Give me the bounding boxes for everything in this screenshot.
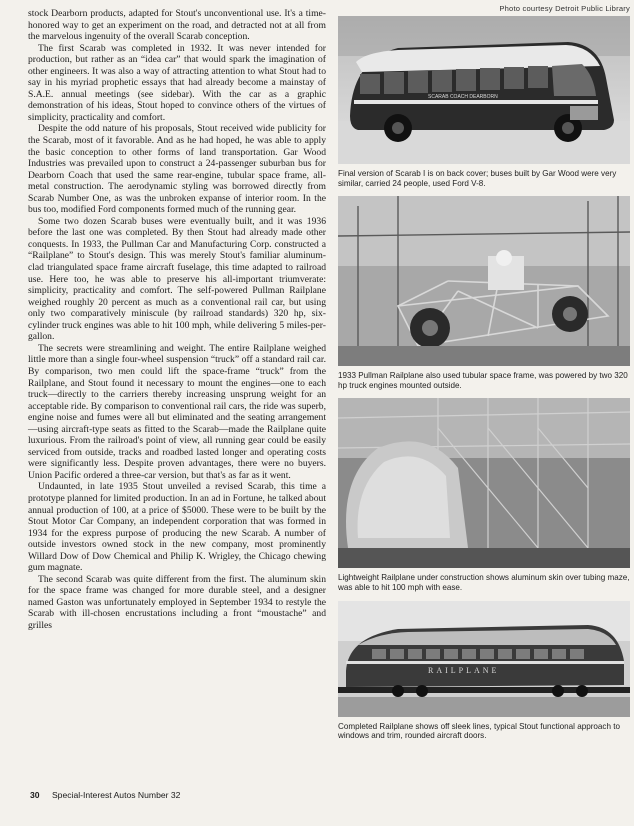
paragraph: The secrets were streamlining and weight. The entire Railplane weighed little more than a single four-wheel suspension “truck” off a standard rail car. By comparison, two men could lift the space-frame “truck” from the Railplane, and Stout found it necessary to mount the engines—one to each truck—directly to the carriers thereby increasing unsprung weight for an acceptable ride. By comparison to conventional rail cars, the ride was superb, engine noise and fumes were all but eliminated and the seating arrangement—using aircraft-type seats as fitted to the Scarab—made the Railplane quite luxurious. From the railroad's point of view, all running gear could be easily serviced from outside, tracks and roadbed lasted longer and operating costs were significantly less. Despite proven advantages, there were no buyers. Union Pacific ordered a three-car version, but that's as far as it went. <box>28 342 326 481</box>
bus-photo <box>338 16 630 164</box>
railcar-photo-icon <box>338 601 630 717</box>
paragraph: The first Scarab was completed in 1932. It was never intended for production, but rather as an “idea car” that would spark the imagination of other engineers. It was also a way of attracting attention to what Stout had to say in his myriad prophetic essays that had already become a mainstay of S.A.E. annual meetings (see sidebar). With the car as a graphic demonstration of his ideas, Stout hoped to convince others of the virtues of simplicity, practicality and comfort. <box>28 42 326 123</box>
bus-caption: Final version of Scarab I is on back cover; buses built by Gar Wood were very similar, carried 24 people, used Ford V-8. <box>338 169 617 188</box>
railcar-sign-text: RAILPLANE <box>428 665 500 675</box>
construction-photo-icon <box>338 398 630 568</box>
bus-sign-text: SCARAB COACH DEARBORN <box>428 94 498 100</box>
chassis-photo-icon <box>338 196 630 366</box>
construction-caption: Lightweight Railplane under construction shows aluminum skin over tubing maze, was able to hit 100 mph with ease. <box>338 573 630 592</box>
photo-column <box>338 0 630 741</box>
paragraph: Some two dozen Scarab buses were eventually built, and it was 1936 before the last one was completed. By then Stout had already made other conquests. In 1933, the Pullman Car and Manufacturing Corp. constructed a “Railplane” to Stout's design. This was merely Stout's familiar aluminum-clad triangulated space frame aircraft fuselage, this time adapted to railroad use. Here too, he was able to preserve his all-important triumverate: simplicity, practicality and comfort. The self-powered Pullman Railplane weighed roughly 20 percent as much as a conventional rail car, but using only two comparatively miniscule (by railroad standards) 320 hp, six-cylinder truck engines was able to hit 100 mph, while delivering 5 miles-per-gallon. <box>28 215 326 343</box>
railcar-caption: Completed Railplane shows off sleek lines, typical Stout functional approach to windows and trim, rounded aircraft doors. <box>338 721 620 741</box>
railcar-photo <box>338 601 630 717</box>
paragraph: The second Scarab was quite different from the first. The aluminum skin for the space frame was changed for more durable steel, and a designer named Gaston was unfortunately employed in September 1934 to restyle the Scarab with ill-chosen encrustations including a front “moustache” and grilles <box>28 573 326 631</box>
photo-credit: Photo courtesy Detroit Public Library <box>499 4 630 13</box>
bus-photo-icon <box>338 16 630 164</box>
publication-name: Special-Interest Autos Number 32 <box>51 790 181 800</box>
page-footer <box>30 790 180 800</box>
chassis-photo <box>338 196 630 366</box>
construction-photo <box>338 398 630 568</box>
chassis-caption: 1933 Pullman Railplane also used tubular space frame, was powered by two 320 hp truck engines mounted outside. <box>338 371 628 390</box>
paragraph: Despite the odd nature of his proposals, Stout received wide publicity for the Scarab, most of it favorable. And as he had hoped, he was able to apply the basic conception to other forms of land transportation. Gar Wood Industries was prevailed upon to construct a 24-passenger suburban bus for Dearborn Coach that used the same rear-engine, tubular space frame, all-metal construction. The aerodynamic styling was borrowed directly from Scarab Number One, as was the unbroken expanse of interior room. In the bus too, modified Ford components formed much of the running gear. <box>28 123 326 216</box>
paragraph: Undaunted, in late 1935 Stout unveiled a revised Scarab, this time a prototype planned for limited production. In an ad in Fortune, he talked about annual production of 100, at a price of $5000. These were to be built by the Stout Motor Car Company, an independent corporation that was formed in 1934 for the express purpose of producing the new Scarab. A number of outside investors owned stock in the new company, most prominently Willard Dow of Dow Chemical and Philip K. Wrigley, the Chicago chewing gum magnate. <box>28 481 326 574</box>
page-number: 30 <box>30 790 40 800</box>
article-text <box>28 8 326 632</box>
paragraph: stock Dearborn products, adapted for Stout's unconventional use. It's a time-honored way to get an experiment on the road, and detracted not at all from the marvelous ingenuity of the overall Scarab conception. <box>28 8 326 43</box>
